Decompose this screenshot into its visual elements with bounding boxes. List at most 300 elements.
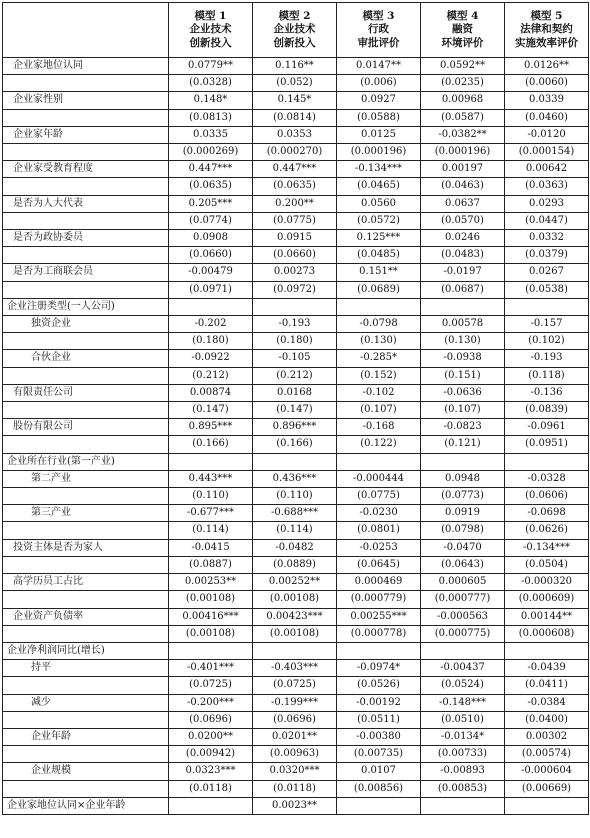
table-cell: (0.0485) <box>337 247 421 264</box>
table-cell: -0.285* <box>337 350 421 367</box>
table-cell: -0.134*** <box>337 161 421 178</box>
row-label: 有限责任公司 <box>3 384 169 401</box>
row-label <box>3 333 169 350</box>
table-cell: (0.0725) <box>253 677 337 694</box>
table-cell: -0.000604 <box>505 763 589 780</box>
table-cell: 0.00578 <box>421 316 505 333</box>
table-cell: (0.0798) <box>421 522 505 539</box>
header-line: 行政 <box>368 23 389 36</box>
table-cell: 0.145* <box>253 92 337 109</box>
table-row <box>3 384 589 401</box>
table-cell: -0.157 <box>505 316 589 333</box>
table-cell: 0.205*** <box>169 195 253 212</box>
row-label: 高学历员工占比 <box>3 574 169 591</box>
table-cell <box>505 642 589 659</box>
table-cell: (0.0538) <box>505 281 589 298</box>
table-cell: (0.0635) <box>253 178 337 195</box>
table-cell: 0.00252** <box>253 574 337 591</box>
header-line: 创新投入 <box>189 36 232 49</box>
table-cell: 0.00423*** <box>253 608 337 625</box>
table-cell: (0.0775) <box>253 212 337 229</box>
table-cell: (0.0570) <box>421 212 505 229</box>
table-row <box>3 316 589 333</box>
table-cell: 0.0126** <box>505 58 589 75</box>
table-cell: -0.0384 <box>505 694 589 711</box>
row-label: 企业家受教育程度 <box>3 161 169 178</box>
table-row <box>3 488 589 505</box>
table-cell: 0.00302 <box>505 728 589 745</box>
table-cell: -0.000563 <box>421 608 505 625</box>
header-model-3 <box>337 3 421 58</box>
table-cell: (0.0118) <box>169 780 253 797</box>
table-row <box>3 92 589 109</box>
row-label <box>3 436 169 453</box>
table-cell: -0.0253 <box>337 539 421 556</box>
header-line: 创新投入 <box>273 36 316 49</box>
table-cell: (0.00733) <box>421 746 505 763</box>
table-cell: 0.0332 <box>505 230 589 247</box>
row-label: 企业注册类型(一人公司) <box>3 298 169 315</box>
row-label <box>3 591 169 608</box>
table-row <box>3 780 589 797</box>
table-body <box>3 58 589 815</box>
table-row <box>3 470 589 487</box>
table-cell: -0.148*** <box>421 694 505 711</box>
table-cell <box>169 453 253 470</box>
table-cell: (0.0813) <box>169 109 253 126</box>
table-cell: (0.00574) <box>505 746 589 763</box>
table-cell: 0.0267 <box>505 264 589 281</box>
table-cell: (0.0400) <box>505 711 589 728</box>
table-cell: -0.0823 <box>421 419 505 436</box>
table-cell: (0.000777) <box>421 591 505 608</box>
table-cell: 0.0592** <box>421 58 505 75</box>
table-cell: -0.00437 <box>421 660 505 677</box>
table-cell: -0.0120 <box>505 126 589 143</box>
table-cell: -0.00479 <box>169 264 253 281</box>
table-cell <box>421 453 505 470</box>
row-label <box>3 522 169 539</box>
row-label: 企业所在行业(第一产业) <box>3 453 169 470</box>
table-cell: 0.00273 <box>253 264 337 281</box>
row-label <box>3 711 169 728</box>
table-cell: 0.00416*** <box>169 608 253 625</box>
table-cell: (0.000154) <box>505 144 589 161</box>
table-row <box>3 642 589 659</box>
table-cell <box>421 797 505 814</box>
table-cell: (0.0060) <box>505 75 589 92</box>
table-row <box>3 453 589 470</box>
table-cell: 0.0779** <box>169 58 253 75</box>
table-row <box>3 333 589 350</box>
table-cell: (0.0689) <box>337 281 421 298</box>
table-cell: (0.122) <box>337 436 421 453</box>
table-cell: (0.147) <box>169 402 253 419</box>
row-label: 是否为工商联会员 <box>3 264 169 281</box>
table-cell: 0.0335 <box>169 126 253 143</box>
table-row <box>3 298 589 315</box>
table-row <box>3 126 589 143</box>
table-cell: -0.00893 <box>421 763 505 780</box>
table-cell: (0.000608) <box>505 625 589 642</box>
row-label <box>3 144 169 161</box>
row-label <box>3 746 169 763</box>
table-cell: 0.0320*** <box>253 763 337 780</box>
table-cell: -0.688*** <box>253 505 337 522</box>
table-row <box>3 109 589 126</box>
header-line: 模型 1 <box>194 9 227 22</box>
row-label: 减少 <box>3 694 169 711</box>
table-cell: 0.0147** <box>337 58 421 75</box>
table-cell: -0.0798 <box>337 316 421 333</box>
table-cell: (0.0510) <box>421 711 505 728</box>
table-cell: (0.166) <box>253 436 337 453</box>
table-cell: (0.0235) <box>421 75 505 92</box>
table-cell <box>253 298 337 315</box>
table-cell: (0.0887) <box>169 556 253 573</box>
table-cell: (0.000269) <box>169 144 253 161</box>
table-cell: (0.00108) <box>253 591 337 608</box>
table-row <box>3 522 589 539</box>
table-cell <box>421 642 505 659</box>
table-cell: (0.0587) <box>421 109 505 126</box>
row-label <box>3 367 169 384</box>
table-cell: (0.0775) <box>337 488 421 505</box>
table-cell: 0.0560 <box>337 195 421 212</box>
table-cell: (0.0483) <box>421 247 505 264</box>
header-model-5 <box>505 3 589 58</box>
table-cell: 0.200** <box>253 195 337 212</box>
table-cell: (0.000196) <box>421 144 505 161</box>
row-label: 投资主体是否为家人 <box>3 539 169 556</box>
table-cell: (0.0643) <box>421 556 505 573</box>
table-cell: (0.0447) <box>505 212 589 229</box>
table-cell: -0.0938 <box>421 350 505 367</box>
table-cell: (0.147) <box>253 402 337 419</box>
table-cell: (0.0526) <box>337 677 421 694</box>
table-cell: (0.0626) <box>505 522 589 539</box>
table-cell <box>337 453 421 470</box>
table-cell: (0.0524) <box>421 677 505 694</box>
table-cell: (0.121) <box>421 436 505 453</box>
table-header <box>3 3 589 58</box>
table-cell: -0.0328 <box>505 470 589 487</box>
table-cell: -0.0698 <box>505 505 589 522</box>
header-line: 企业技术 <box>273 23 316 36</box>
table-cell: -0.105 <box>253 350 337 367</box>
table-cell: (0.0572) <box>337 212 421 229</box>
table-cell: -0.000444 <box>337 470 421 487</box>
table-cell <box>337 642 421 659</box>
header-model-4 <box>421 3 505 58</box>
table-cell: (0.152) <box>337 367 421 384</box>
row-label: 股份有限公司 <box>3 419 169 436</box>
row-label: 第三产业 <box>3 505 169 522</box>
table-cell: -0.0470 <box>421 539 505 556</box>
table-cell: (0.00735) <box>337 746 421 763</box>
table-cell: (0.0839) <box>505 402 589 419</box>
table-cell: 0.151** <box>337 264 421 281</box>
table-cell <box>169 642 253 659</box>
table-cell <box>253 642 337 659</box>
table-cell: -0.168 <box>337 419 421 436</box>
table-cell: (0.000270) <box>253 144 337 161</box>
row-label <box>3 677 169 694</box>
table-cell: (0.180) <box>253 333 337 350</box>
table-cell: (0.0118) <box>253 780 337 797</box>
table-cell: (0.0465) <box>337 178 421 195</box>
table-cell: (0.130) <box>421 333 505 350</box>
row-label: 第二产业 <box>3 470 169 487</box>
header-line: 模型 4 <box>446 9 479 22</box>
table-row <box>3 711 589 728</box>
table-row <box>3 625 589 642</box>
table-cell: -0.136 <box>505 384 589 401</box>
table-cell: (0.00108) <box>169 591 253 608</box>
table-cell: (0.151) <box>421 367 505 384</box>
table-cell: 0.0919 <box>421 505 505 522</box>
table-row <box>3 608 589 625</box>
table-row <box>3 281 589 298</box>
table-cell: -0.193 <box>253 316 337 333</box>
table-cell: 0.000605 <box>421 574 505 591</box>
table-cell: -0.0382** <box>421 126 505 143</box>
table-cell: (0.212) <box>253 367 337 384</box>
table-row <box>3 505 589 522</box>
table-cell <box>505 797 589 814</box>
table-cell: (0.118) <box>505 367 589 384</box>
table-cell: (0.110) <box>253 488 337 505</box>
row-label: 企业家地位认同 <box>3 58 169 75</box>
table-cell: -0.00380 <box>337 728 421 745</box>
table-cell: 0.116** <box>253 58 337 75</box>
header-line: 模型 3 <box>362 9 395 22</box>
table-cell: 0.0908 <box>169 230 253 247</box>
table-cell: (0.110) <box>169 488 253 505</box>
table-cell: -0.193 <box>505 350 589 367</box>
table-cell: (0.0635) <box>169 178 253 195</box>
row-label: 企业家性别 <box>3 92 169 109</box>
table-cell: 0.000469 <box>337 574 421 591</box>
table-cell: (0.0504) <box>505 556 589 573</box>
table-cell: 0.00253** <box>169 574 253 591</box>
table-cell: 0.00197 <box>421 161 505 178</box>
table-cell: -0.677*** <box>169 505 253 522</box>
table-cell: -0.0961 <box>505 419 589 436</box>
row-label: 企业年龄 <box>3 728 169 745</box>
table-row <box>3 556 589 573</box>
table-row <box>3 436 589 453</box>
row-label <box>3 75 169 92</box>
table-cell: -0.0197 <box>421 264 505 281</box>
table-cell <box>169 797 253 814</box>
table-cell: (0.130) <box>337 333 421 350</box>
row-label: 企业家地位认同×企业年龄 <box>3 797 169 814</box>
table-cell: -0.134*** <box>505 539 589 556</box>
table-cell: (0.00856) <box>337 780 421 797</box>
table-cell: (0.0687) <box>421 281 505 298</box>
table-cell: (0.0645) <box>337 556 421 573</box>
row-label: 企业资产负债率 <box>3 608 169 625</box>
table-cell: (0.000779) <box>337 591 421 608</box>
table-cell: (0.000778) <box>337 625 421 642</box>
table-row <box>3 247 589 264</box>
table-cell: -0.102 <box>337 384 421 401</box>
table-cell: (0.0606) <box>505 488 589 505</box>
table-cell: -0.0636 <box>421 384 505 401</box>
table-cell: (0.00108) <box>169 625 253 642</box>
table-cell: 0.896*** <box>253 419 337 436</box>
table-cell: 0.0948 <box>421 470 505 487</box>
table-row <box>3 539 589 556</box>
table-cell: 0.0293 <box>505 195 589 212</box>
table-cell: 0.0915 <box>253 230 337 247</box>
table-cell: 0.00968 <box>421 92 505 109</box>
table-cell: (0.0951) <box>505 436 589 453</box>
table-cell: 0.0637 <box>421 195 505 212</box>
header-line: 模型 5 <box>530 9 563 22</box>
table-cell: (0.180) <box>169 333 253 350</box>
table-cell: (0.0696) <box>253 711 337 728</box>
table-cell: 0.00255*** <box>337 608 421 625</box>
table-row <box>3 419 589 436</box>
row-label: 持平 <box>3 660 169 677</box>
row-label: 企业净利润同比(增长) <box>3 642 169 659</box>
table-cell: 0.0201** <box>253 728 337 745</box>
table-row <box>3 212 589 229</box>
table-cell: (0.0379) <box>505 247 589 264</box>
table-cell: 0.447*** <box>169 161 253 178</box>
table-cell: (0.0588) <box>337 109 421 126</box>
table-cell: (0.0801) <box>337 522 421 539</box>
table-row <box>3 402 589 419</box>
table-cell: -0.0974* <box>337 660 421 677</box>
table-cell: (0.0972) <box>253 281 337 298</box>
table-cell: (0.0660) <box>169 247 253 264</box>
table-cell: 0.0107 <box>337 763 421 780</box>
table-row <box>3 660 589 677</box>
table-row <box>3 161 589 178</box>
table-cell: -0.403*** <box>253 660 337 677</box>
table-cell: 0.443*** <box>169 470 253 487</box>
table-cell: (0.00942) <box>169 746 253 763</box>
table-cell: -0.0134* <box>421 728 505 745</box>
row-label: 企业家年龄 <box>3 126 169 143</box>
table-row <box>3 797 589 814</box>
table-cell: (0.114) <box>169 522 253 539</box>
table-cell: (0.212) <box>169 367 253 384</box>
table-cell: (0.0660) <box>253 247 337 264</box>
row-label: 合伙企业 <box>3 350 169 367</box>
table-cell: -0.199*** <box>253 694 337 711</box>
table-cell: -0.0230 <box>337 505 421 522</box>
table-cell: 0.0200** <box>169 728 253 745</box>
header-line: 法律和契约 <box>520 23 573 36</box>
table-cell: 0.436*** <box>253 470 337 487</box>
table-cell: 0.447*** <box>253 161 337 178</box>
table-cell <box>505 298 589 315</box>
table-cell: (0.00853) <box>421 780 505 797</box>
header-line: 实施效率评价 <box>515 36 578 49</box>
header-blank <box>3 3 169 58</box>
table-cell: (0.00669) <box>505 780 589 797</box>
table-row <box>3 195 589 212</box>
table-row <box>3 230 589 247</box>
row-label <box>3 247 169 264</box>
table-cell: (0.0411) <box>505 677 589 694</box>
table-cell: (0.0696) <box>169 711 253 728</box>
table-cell: (0.0773) <box>421 488 505 505</box>
row-label <box>3 488 169 505</box>
table-cell: 0.00874 <box>169 384 253 401</box>
table-cell: 0.0339 <box>505 92 589 109</box>
table-row <box>3 144 589 161</box>
table-cell: (0.00108) <box>253 625 337 642</box>
table-cell: (0.107) <box>337 402 421 419</box>
row-label: 独资企业 <box>3 316 169 333</box>
table-row <box>3 58 589 75</box>
table-cell: -0.202 <box>169 316 253 333</box>
table-cell <box>169 298 253 315</box>
table-cell: (0.0463) <box>421 178 505 195</box>
table-cell <box>421 298 505 315</box>
table-cell: (0.114) <box>253 522 337 539</box>
table-cell: 0.00144** <box>505 608 589 625</box>
table-cell: (0.0725) <box>169 677 253 694</box>
table-cell: (0.166) <box>169 436 253 453</box>
table-cell: (0.0971) <box>169 281 253 298</box>
table-cell <box>505 453 589 470</box>
header-line: 企业技术 <box>189 23 232 36</box>
table-row <box>3 178 589 195</box>
table-cell: -0.0415 <box>169 539 253 556</box>
row-label <box>3 625 169 642</box>
table-cell: -0.0922 <box>169 350 253 367</box>
table-cell: 0.0927 <box>337 92 421 109</box>
table-cell: (0.0511) <box>337 711 421 728</box>
table-cell: -0.200*** <box>169 694 253 711</box>
header-model-2 <box>253 3 337 58</box>
table-cell: (0.0363) <box>505 178 589 195</box>
table-cell: (0.00963) <box>253 746 337 763</box>
table-row <box>3 574 589 591</box>
table-cell: (0.000196) <box>337 144 421 161</box>
table-cell: -0.401*** <box>169 660 253 677</box>
table-cell: -0.0439 <box>505 660 589 677</box>
table-row <box>3 694 589 711</box>
row-label <box>3 109 169 126</box>
table-cell: 0.0323*** <box>169 763 253 780</box>
table-cell: 0.895*** <box>169 419 253 436</box>
table-cell <box>337 298 421 315</box>
table-row <box>3 350 589 367</box>
table-cell: (0.102) <box>505 333 589 350</box>
row-label <box>3 212 169 229</box>
table-cell: (0.107) <box>421 402 505 419</box>
table-row <box>3 746 589 763</box>
header-line: 审批评价 <box>357 36 400 49</box>
table-cell: 0.0023** <box>253 797 337 814</box>
row-label: 是否为人大代表 <box>3 195 169 212</box>
header-model-1 <box>169 3 253 58</box>
table-row <box>3 728 589 745</box>
table-row <box>3 677 589 694</box>
table-cell: (0.000609) <box>505 591 589 608</box>
row-label: 企业规模 <box>3 763 169 780</box>
table-cell: 0.0168 <box>253 384 337 401</box>
header-row <box>3 3 589 58</box>
table-cell: -0.00192 <box>337 694 421 711</box>
